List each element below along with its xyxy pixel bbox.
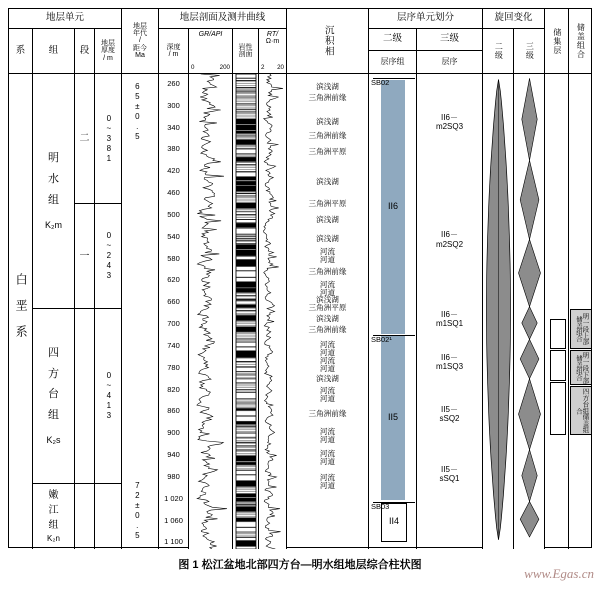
header-system: 系: [9, 29, 33, 74]
sed-facies-label: 河流 河道: [319, 339, 336, 357]
seq-group-bar: [381, 336, 405, 500]
body-assemblage-column: [569, 74, 591, 549]
header-rt-scale: [259, 65, 286, 72]
sed-facies-label: 滨浅湖: [316, 234, 339, 244]
seq-group-label: II4: [388, 516, 399, 527]
depth-tick: 500: [167, 209, 180, 219]
body-seq-third-column: [417, 74, 483, 549]
depth-tick: 780: [167, 362, 180, 372]
header-age: [122, 9, 159, 74]
sed-facies-label: 河流 河道: [319, 279, 336, 297]
header-assemblage: [569, 9, 591, 74]
header-thickness-l1: 地层: [101, 39, 115, 47]
sed-facies-label: 滨浅湖: [316, 313, 339, 323]
header-depth-l2: / m: [168, 51, 179, 58]
header-cycle-third: [514, 29, 545, 74]
body-thickness-m2-label: 0~381: [104, 113, 114, 164]
reservoir-interval: [550, 350, 566, 380]
seq-group-label: II5: [387, 412, 398, 423]
sequence-boundary-label: SB02¹: [371, 335, 392, 344]
body-group-mingshui: [33, 74, 75, 309]
depth-tick: 1 020: [164, 493, 183, 503]
depth-tick: 660: [167, 297, 180, 307]
sed-facies-label: 河流 河道: [319, 448, 336, 466]
depth-tick: 620: [167, 275, 180, 285]
body-member-s: [75, 309, 95, 484]
sed-facies-label: 滨浅湖: [316, 294, 339, 304]
sed-facies-label: 三角洲前缘: [308, 267, 347, 277]
assemblage-block: [570, 350, 591, 385]
sed-facies-label: 滨浅湖: [316, 215, 339, 225]
header-assemblage-label: 储盖组合: [576, 23, 586, 59]
body-system-label: 白垩系: [14, 272, 29, 351]
depth-tick: 1 060: [164, 515, 183, 525]
header-gr: [189, 29, 233, 74]
depth-tick: 940: [167, 450, 180, 460]
header-thickness-l2: 厚度: [101, 47, 115, 55]
header-seq-group: 层序组: [369, 51, 417, 74]
body-cycle-second-column: [483, 74, 514, 549]
seq-third-label: II5－ sSQ1: [439, 465, 460, 484]
sequence-boundary-label: SB02: [371, 78, 390, 88]
header-age-line2: 年代: [133, 29, 147, 37]
header-seq-second: 二级: [369, 29, 417, 51]
sequence-boundary-label: SB03: [371, 501, 390, 511]
header-group: 组: [33, 29, 75, 74]
seq-group-label: II6: [387, 200, 398, 211]
seq-third-label: II6－ m2SQ2: [435, 230, 464, 249]
seq-third-label: II5－ sSQ2: [439, 404, 460, 424]
body-age: [122, 74, 159, 549]
second-order-cycle-lens: [483, 74, 514, 549]
body-system: [9, 74, 33, 549]
header-cycle-second-label: 二级: [494, 42, 504, 60]
header-gr-max: 200: [219, 63, 230, 71]
seq-third-label: II6－ m1SQ1: [435, 309, 464, 328]
body-member-2: [75, 74, 95, 204]
body-group-mingshui-label: 明 水 组 K₂m: [45, 152, 62, 230]
body-thickness-m1-label: 0~243: [104, 231, 114, 281]
watermark: www.Egas.cn: [524, 566, 594, 581]
depth-tick: 980: [167, 471, 180, 481]
depth-tick: 380: [167, 144, 180, 154]
header-gr-min: 0: [191, 63, 195, 71]
body-rt-curve: [259, 74, 287, 549]
body-thickness-m1: [95, 204, 122, 309]
seq-third-label: II6－ m2SQ3: [435, 112, 464, 131]
body-group-nenjiang: [33, 484, 75, 549]
body-thickness-s: [95, 309, 122, 484]
sed-facies-label: 滨浅湖: [316, 373, 339, 383]
sed-facies-label: 滨浅湖: [316, 117, 339, 127]
depth-tick: 300: [167, 100, 180, 110]
assemblage-label: 四方台组储盖组合: [575, 388, 589, 434]
body-litho-column: [233, 74, 259, 549]
body-reservoir-column: [545, 74, 569, 549]
lithology-log: [233, 74, 259, 549]
depth-tick: 340: [167, 122, 180, 132]
header-reservoir-label: 储集层: [552, 27, 562, 55]
gr-log-trace: [189, 74, 233, 549]
rt-log-trace: [259, 74, 287, 549]
header-member: 段: [75, 29, 95, 74]
header-reservoir: [545, 9, 569, 74]
reservoir-interval: [550, 382, 566, 435]
reservoir-interval: [550, 319, 566, 349]
header-litho: [233, 29, 259, 74]
header-cycle-third-label: 三级: [525, 42, 535, 60]
header-litho-l1: 岩性: [238, 43, 253, 51]
sed-facies-label: 三角洲平原: [308, 302, 347, 312]
header-profile: 地层剖面及测井曲线: [159, 9, 287, 29]
seq-group-bar: [381, 80, 405, 334]
third-order-cycle-lenses: [514, 74, 545, 549]
assemblage-block: [570, 309, 591, 349]
depth-tick: 700: [167, 319, 180, 329]
header-seq-third: 三级: [417, 29, 483, 51]
header-rt-label: RT/ Ω·m: [265, 31, 280, 46]
header-age-line4: 距今: [133, 44, 147, 52]
header-cycle: 旋回变化: [483, 9, 545, 29]
body-thickness-s-label: 0~413: [104, 371, 114, 421]
sed-facies-label: 三角洲前缘: [308, 409, 347, 419]
body-thickness-n: [95, 484, 122, 549]
depth-tick: 580: [167, 253, 180, 263]
header-thickness: [95, 29, 122, 74]
assemblage-label: 明一段下部储盖组合: [575, 351, 589, 384]
depth-tick: 740: [167, 340, 180, 350]
body-group-sifangtai: [33, 309, 75, 484]
assemblage-block: [570, 386, 591, 435]
depth-tick: 460: [167, 188, 180, 198]
depth-tick: 420: [167, 166, 180, 176]
header-age-line3: /: [139, 37, 141, 45]
header-depth-l1: 深度: [166, 43, 181, 51]
sed-facies-label: 滨浅湖: [316, 81, 339, 91]
depth-tick: 900: [167, 428, 180, 438]
sed-facies-label: 三角洲平原: [308, 147, 347, 157]
header-thickness-l3: / m: [103, 54, 113, 62]
body-member-1-label: 一: [79, 250, 90, 262]
depth-tick: 860: [167, 406, 180, 416]
sed-facies-label: 河流 河道: [319, 386, 336, 403]
body-group-nenjiang-label: 嫩 江 组 K₂n: [47, 490, 60, 543]
body-sed-facies-column: [287, 74, 369, 549]
strat-column-table: [8, 8, 592, 548]
header-gr-scale: [189, 65, 232, 72]
body-gr-curve: [189, 74, 233, 549]
depth-tick: 540: [167, 231, 180, 241]
body-member-1: [75, 204, 95, 309]
depth-tick: 1 100: [164, 537, 183, 547]
header-seq-seq: 层序: [417, 51, 483, 74]
sed-facies-label: 滨浅湖: [316, 177, 339, 187]
sed-facies-label: 河流 河道: [319, 427, 336, 444]
body-member-2-label: 二: [79, 133, 90, 144]
body-cycle-third-column: [514, 74, 545, 549]
sed-facies-label: 河流 河道: [319, 356, 336, 373]
header-gr-label: GR/API: [198, 31, 223, 38]
body-group-sifangtai-label: 四 方 台 组 K₂s: [46, 346, 61, 446]
assemblage-label: 明一段上部储盖组合: [575, 312, 589, 345]
depth-tick: 820: [167, 384, 180, 394]
header-sed-facies-label: 沉积相: [322, 25, 334, 57]
sed-facies-label: 河流 河道: [319, 473, 336, 491]
header-depth: [159, 29, 189, 74]
body-age-bottom: 72±0.5: [132, 481, 142, 541]
figure-caption: 图 1 松江盆地北部四方台—明水组地层综合柱状图: [178, 559, 422, 571]
header-seq-unit: 层序单元划分: [369, 9, 483, 29]
body-depth-axis: [159, 74, 189, 549]
header-rt-max: 20: [277, 63, 284, 71]
body-thickness-m2: [95, 74, 122, 204]
sed-facies-label: 三角洲前缘: [308, 92, 347, 102]
header-cycle-second: [483, 29, 514, 74]
sed-facies-label: 三角洲平原: [308, 198, 347, 208]
body-age-top: 65±0.5: [132, 82, 142, 142]
header-rt: [259, 29, 287, 74]
sed-facies-label: 三角洲前缘: [308, 324, 347, 334]
body-member-n: [75, 484, 95, 549]
body-seq-group-column: [369, 74, 417, 549]
depth-tick: 260: [167, 78, 180, 88]
header-sed-facies: [287, 9, 369, 74]
header-age-line1: 地层: [133, 22, 147, 30]
seq-third-label: II6－ m1SQ3: [435, 353, 464, 372]
header-age-line5: Ma: [135, 52, 145, 60]
sed-facies-label: 河流 河道: [319, 246, 336, 264]
header-rt-min: 2: [261, 63, 265, 71]
header-strat-unit: 地层单元: [9, 9, 122, 29]
sed-facies-label: 三角洲前缘: [308, 130, 347, 140]
header-litho-l2: 剖面: [238, 51, 253, 58]
